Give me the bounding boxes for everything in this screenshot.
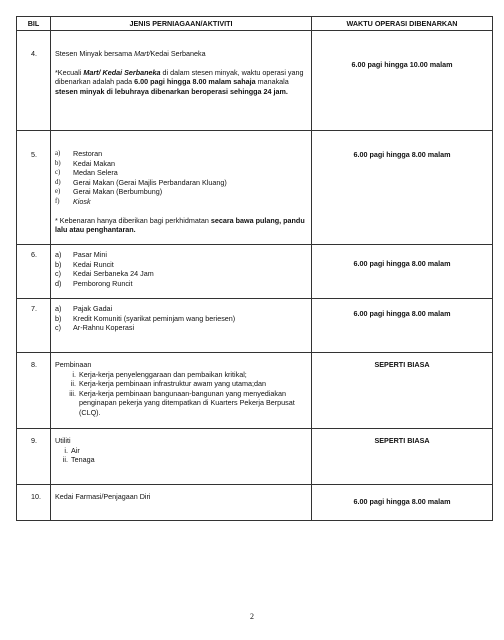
row-number: 6. — [17, 245, 51, 299]
list-item: a) Pajak Gadai — [55, 304, 113, 313]
list-item: i. Air — [64, 445, 80, 455]
activity-cell — [51, 429, 312, 485]
activity-note: * Kebenaran hanya diberikan bagi perkhidmatan secara bawa pulang, pandu lalu atau penghantaran. — [55, 215, 305, 235]
hours-text: 6.00 pagi hingga 8.00 malam — [353, 497, 451, 506]
list-item: ii. Tenaga — [62, 455, 95, 465]
row-number: 4. — [17, 31, 51, 131]
table-row — [17, 429, 493, 485]
activity-cell — [51, 131, 312, 245]
activity-title: Kedai Farmasi/Penjagaan Diri — [55, 492, 151, 501]
activity-list — [55, 446, 307, 465]
activity-line: Stesen Minyak bersama Mart/Kedai Serbaneka — [55, 49, 206, 58]
activity-list — [55, 131, 307, 207]
list-item: c) Ar-Rahnu Koperasi — [55, 323, 135, 333]
table-row — [17, 353, 493, 429]
row-number: 7. — [17, 299, 51, 353]
activity-cell — [51, 245, 312, 299]
activity-cell — [51, 299, 312, 353]
hours-text: 6.00 pagi hingga 8.00 malam — [353, 259, 451, 268]
table-row — [17, 245, 493, 299]
list-item: a) Restoran — [55, 149, 103, 158]
list-item: f) Kiosk — [55, 196, 91, 206]
list-item: b) Kedai Runcit — [55, 259, 114, 269]
list-item: c) Medan Selera — [55, 168, 118, 178]
activity-list — [55, 370, 307, 418]
page-number: 2 — [250, 612, 254, 621]
list-item: ii. Kerja-kerja pembinaan infrastruktur awam yang utama;dan — [70, 379, 266, 389]
header-activity: JENIS PERNIAGAAN/AKTIVITI — [51, 17, 312, 31]
operating-hours-table — [16, 16, 493, 521]
hours-cell — [312, 299, 493, 353]
hours-text: 6.00 pagi hingga 8.00 malam — [353, 309, 451, 318]
table-row — [17, 131, 493, 245]
hours-cell — [312, 245, 493, 299]
hours-text: SEPERTI BIASA — [374, 436, 430, 445]
activity-title: Pembinaan — [55, 360, 92, 369]
activity-cell — [51, 485, 312, 521]
header-hours: WAKTU OPERASI DIBENARKAN — [312, 17, 493, 31]
activity-list — [55, 245, 307, 288]
list-item: e) Gerai Makan (Berbumbung) — [55, 187, 163, 197]
hours-text: 6.00 pagi hingga 8.00 malam — [353, 150, 451, 159]
hours-cell — [312, 353, 493, 429]
hours-cell — [312, 131, 493, 245]
activity-title: Utiliti — [55, 436, 71, 445]
hours-cell — [312, 31, 493, 131]
list-item: i. Kerja-kerja penyelenggaraan dan pembaikan kritikal; — [72, 369, 247, 379]
activity-note: *Kecuali Mart/ Kedai Serbaneka di dalam stesen minyak, waktu operasi yang dibenarkan adalah pada 6.00 pagi hingga 8.00 malam sahaja manakala stesen minyak di lebuhraya dibenarkan beroperasi sehingga 24 jam. — [55, 67, 304, 96]
table-row — [17, 31, 493, 131]
table-row — [17, 299, 493, 353]
list-item: a) Pasar Mini — [55, 250, 107, 259]
hours-text: 6.00 pagi hingga 10.00 malam — [351, 60, 453, 69]
table-header-row — [17, 17, 493, 31]
list-item: c) Kedai Serbaneka 24 Jam — [55, 269, 154, 279]
row-number: 10. — [17, 485, 51, 521]
list-item: b) Kredit Komuniti (syarikat peminjam wang beriesen) — [55, 313, 236, 323]
row-number: 8. — [17, 353, 51, 429]
list-item: d) Pemborong Runcit — [55, 278, 133, 288]
activity-cell — [51, 353, 312, 429]
activity-cell — [51, 31, 312, 131]
header-bil: BIL — [17, 17, 51, 31]
activity-list — [55, 299, 307, 333]
list-item: b) Kedai Makan — [55, 158, 115, 168]
table-row — [17, 485, 493, 521]
hours-cell — [312, 485, 493, 521]
row-number: 5. — [17, 131, 51, 245]
list-item: iii. Kerja-kerja pembinaan bangunaan-bangunan yang menyediakan penginapan pekerja yang ditempatkan di Kuarters Pekerja Berpusat (CLQ). — [69, 388, 295, 417]
list-item: d) Gerai Makan (Gerai Majlis Perbandaran Kluang) — [55, 177, 227, 187]
hours-cell — [312, 429, 493, 485]
hours-text: SEPERTI BIASA — [374, 360, 430, 369]
row-number: 9. — [17, 429, 51, 485]
